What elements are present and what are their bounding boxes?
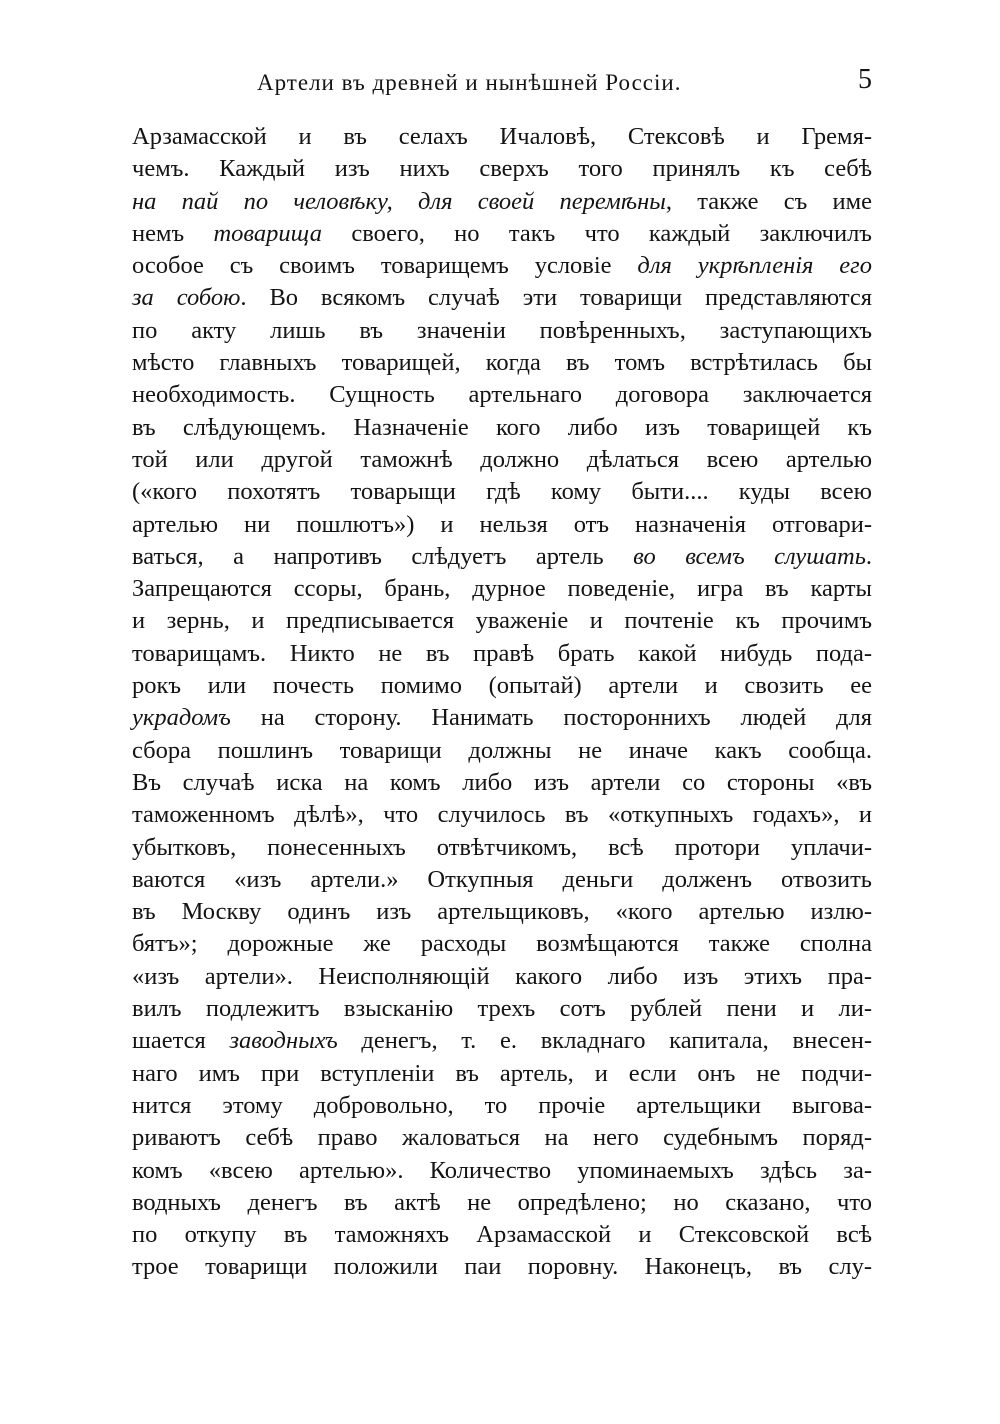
text-segment: Въ случаѣ иска на комъ либо изъ артели со стороны «въ	[132, 768, 872, 796]
text-segment: мѣсто главныхъ товарищей, когда въ томъ встрѣтилась бы	[132, 349, 872, 377]
text-segment: бятъ»; дорожные же расходы возмѣщаются также сполна	[132, 930, 872, 958]
page-number: 5	[858, 64, 872, 95]
italic-text-segment: во всемъ слушать	[633, 542, 866, 570]
text-line	[132, 1187, 872, 1219]
text-line	[132, 1090, 872, 1122]
text-segment: той или другой таможнѣ должно дѣлаться всею артелью	[132, 445, 872, 473]
text-line	[132, 1122, 872, 1154]
text-segment: нится этому добровольно, то прочіе артельщики выгова-	[132, 1091, 872, 1119]
text-line	[132, 670, 872, 702]
text-line	[132, 573, 872, 605]
text-segment: убытковъ, понесенныхъ отвѣтчикомъ, всѣ протори уплачи-	[132, 833, 872, 861]
text-line	[132, 1058, 872, 1090]
text-segment: наго имъ при вступленіи въ артель, и если онъ не подчи-	[132, 1059, 872, 1087]
text-line	[132, 1025, 872, 1057]
text-line	[132, 186, 872, 218]
text-line	[132, 928, 872, 960]
text-segment: денегъ, т. е. вкладнаго капитала, внесен-	[337, 1027, 873, 1055]
text-line	[132, 605, 872, 637]
text-segment: («кого похотятъ товарыщи гдѣ кому быти.... куды всею	[132, 478, 872, 506]
italic-text-segment: заводныхъ	[229, 1027, 338, 1055]
text-line	[132, 315, 872, 347]
text-segment: необходимость. Сущность артельнаго договора заключается	[132, 381, 872, 409]
text-segment: сбора пошлинъ товарищи должны не иначе какъ сообща.	[132, 736, 872, 764]
italic-text-segment: для укрѣпленія его	[637, 252, 872, 280]
text-segment: таможенномъ дѣлѣ», что случилось въ «откупныхъ годахъ», и	[132, 801, 872, 829]
italic-text-segment: украдомъ	[132, 704, 231, 732]
text-segment: риваютъ себѣ право жаловаться на него судебнымъ поряд-	[132, 1124, 872, 1152]
text-segment: .	[865, 542, 872, 570]
text-line	[132, 702, 872, 734]
text-line	[132, 1155, 872, 1187]
text-line	[132, 993, 872, 1025]
running-title: Артели въ древней и нынѣшней Россіи.	[257, 70, 682, 95]
text-segment: рокъ или почесть помимо (опытай) артели и свозить ее	[132, 672, 872, 700]
text-segment: на сторону. Нанимать постороннихъ людей для	[230, 704, 872, 732]
text-segment: Запрещаются ссоры, брань, дурное поведеніе, игра въ карты	[132, 575, 872, 603]
text-segment: , также съ име	[665, 187, 872, 215]
text-line	[132, 509, 872, 541]
text-segment: артелью ни пошлютъ») и нельзя отъ назначенія отговари-	[132, 510, 872, 538]
text-segment: по откупу въ таможняхъ Арзамасской и Стексовской всѣ	[132, 1221, 872, 1249]
text-segment: Арзамасской и въ селахъ Ичаловѣ, Стексовѣ и Гремя-	[132, 123, 872, 150]
page-header	[132, 64, 872, 104]
text-segment: особое съ своимъ товарищемъ условіе	[132, 252, 638, 280]
text-line	[132, 379, 872, 411]
text-line	[132, 250, 872, 282]
text-segment: ваться, а напротивъ слѣдуетъ артель	[132, 542, 634, 570]
text-line	[132, 218, 872, 250]
text-line	[132, 153, 872, 185]
text-line	[132, 476, 872, 508]
text-segment: «изъ артели». Неисполняющій какого либо изъ этихъ пра-	[132, 962, 872, 990]
text-segment: въ слѣдующемъ. Назначеніе кого либо изъ товарищей къ	[132, 413, 872, 441]
text-segment: трое товарищи положили паи поровну. Наконецъ, въ слу-	[132, 1253, 872, 1281]
text-segment: . Во всякомъ случаѣ эти товарищи представляются	[240, 284, 872, 312]
italic-text-segment: на пай по человѣку, для своей перемѣны	[132, 187, 666, 215]
text-line	[132, 638, 872, 670]
text-line	[132, 412, 872, 444]
italic-text-segment: за собою	[132, 284, 241, 312]
text-segment: и зернь, и предписывается уваженіе и почтеніе къ прочимъ	[132, 607, 872, 635]
text-segment: комъ «всею артелью». Количество упоминаемыхъ здѣсь за-	[132, 1156, 872, 1184]
text-line	[132, 444, 872, 476]
text-segment: своего, но такъ что каждый заключилъ	[322, 219, 872, 247]
text-segment: въ Москву одинъ изъ артельщиковъ, «кого артелью излю-	[132, 898, 872, 926]
text-segment: немъ	[132, 219, 214, 247]
text-segment: водныхъ денегъ въ актѣ не опредѣлено; но сказано, что	[132, 1188, 872, 1216]
text-line	[132, 347, 872, 379]
text-segment: вилъ подлежитъ взысканію трехъ сотъ рублей пени и ли-	[132, 995, 872, 1023]
text-segment: шается	[132, 1027, 230, 1055]
text-line	[132, 282, 872, 314]
text-line	[132, 735, 872, 767]
text-line	[132, 832, 872, 864]
text-line	[132, 767, 872, 799]
text-segment: чемъ. Каждый изъ нихъ сверхъ того принялъ къ себѣ	[132, 155, 872, 183]
text-line	[132, 541, 872, 573]
body-text	[132, 121, 872, 1284]
text-line	[132, 121, 872, 153]
text-line	[132, 896, 872, 928]
text-segment: по акту лишь въ значеніи повѣренныхъ, заступающихъ	[132, 316, 872, 344]
text-line	[132, 961, 872, 993]
italic-text-segment: товарища	[213, 219, 322, 247]
text-line	[132, 1219, 872, 1251]
text-line	[132, 799, 872, 831]
text-line	[132, 864, 872, 896]
text-segment: ваются «изъ артели.» Откупныя деньги долженъ отвозить	[132, 865, 872, 893]
text-line	[132, 1251, 872, 1283]
text-segment: товарищамъ. Никто не въ правѣ брать какой нибудь пода-	[132, 639, 872, 667]
